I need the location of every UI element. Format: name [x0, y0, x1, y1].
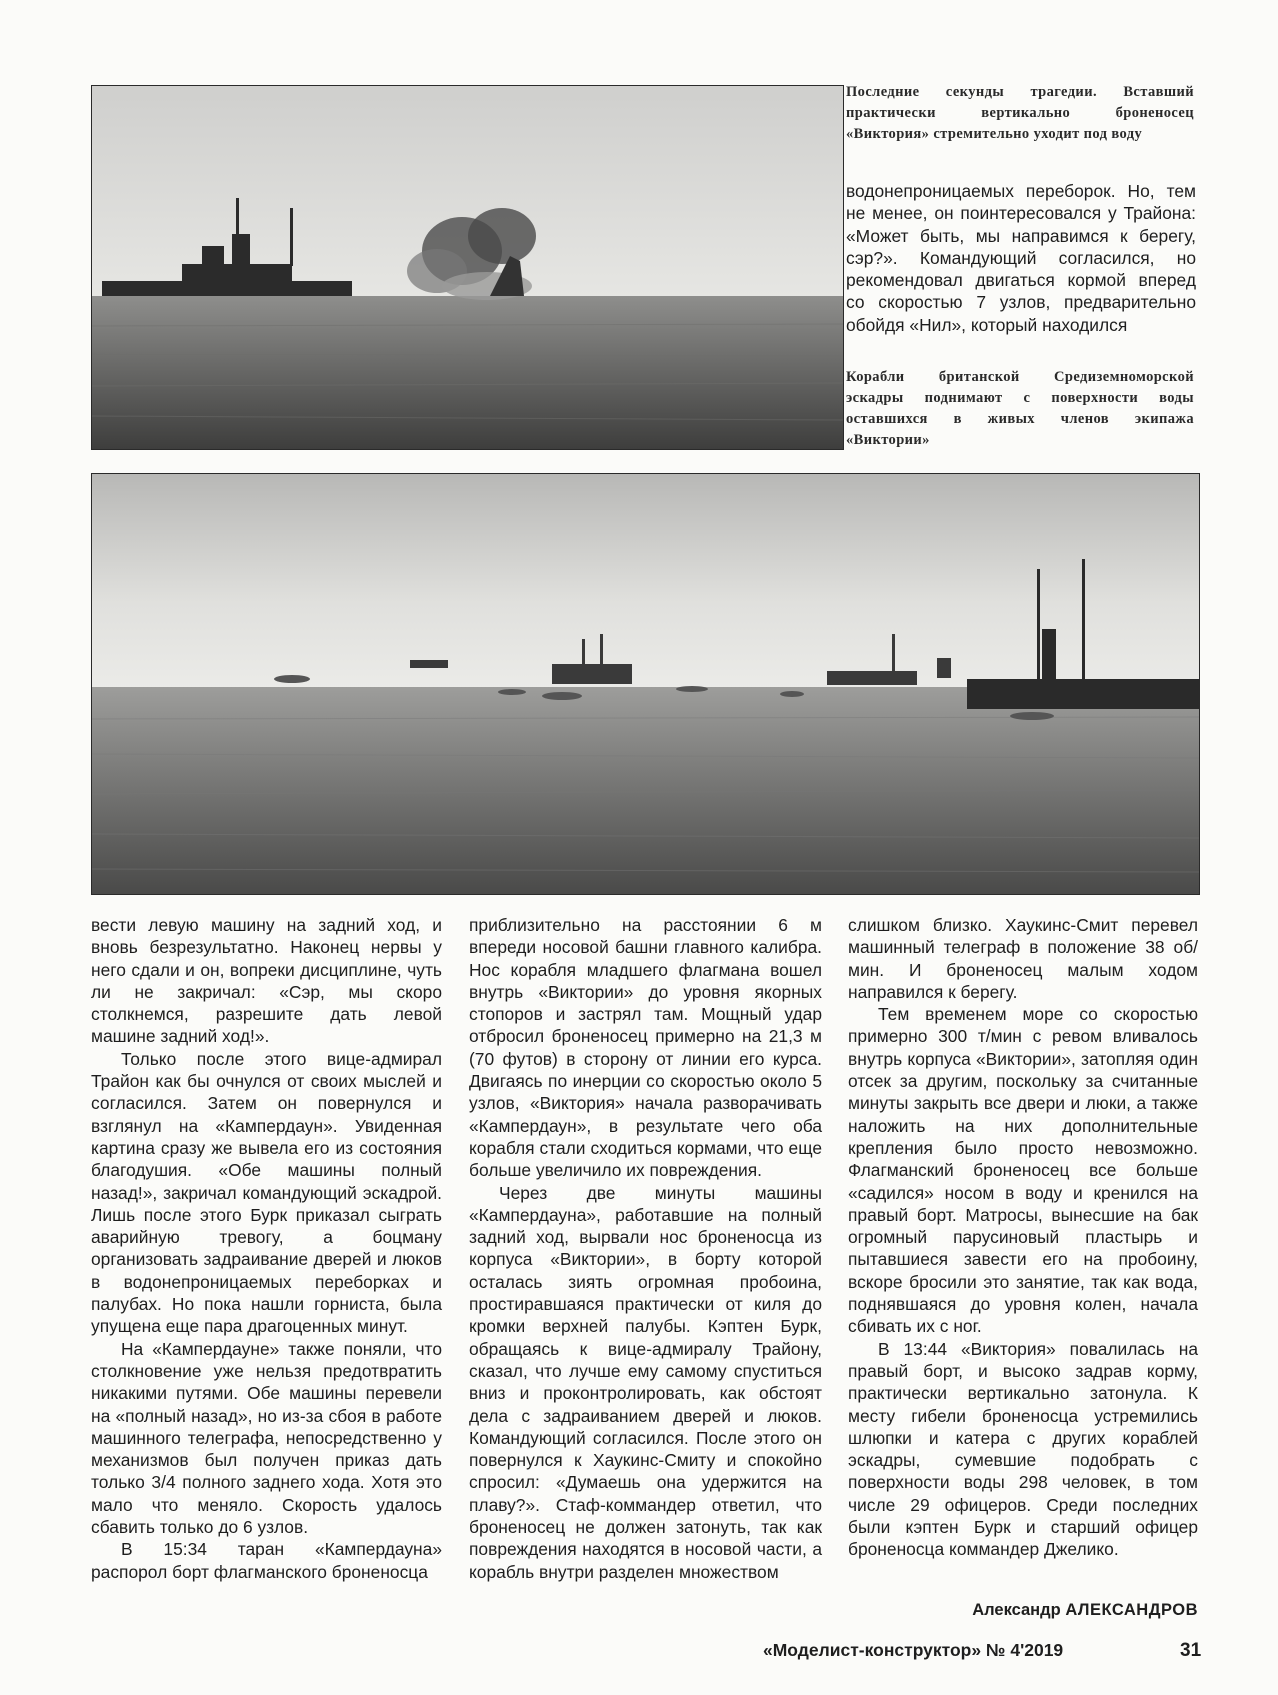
journal-title: «Моделист-конструктор» № 4'2019	[763, 1640, 1064, 1660]
paragraph: В 13:44 «Виктория» повалилась на правый борт, и высоко задрав корму, практически вертикально затонула. К месту гибели броненосца устремились шлюпки и катера с других кораблей эскадры, сумевшие подобрать с поверхности воды 298 человек, в том числе 29 офицеров. Среди последних были кэптен Бурк и старший офицер броненосца коммандер Джелико.	[848, 1338, 1198, 1560]
photo-rescue-fleet	[91, 473, 1200, 895]
paragraph: Тем временем море со скоростью примерно 300 т/мин с ревом вливалось внутрь корпуса «Виктории», затопляя один отсек за другим, поскольку за считанные минуты закрыть все двери и люки, а также наложить на них дополнительные крепления было просто невозможно. Флагманский броненосец все больше «садился» носом в воду и кренился на правый борт. Матросы, вынесшие на бак огромный парусиновый пластырь и пытавшиеся завести его на пробоину, вскоре бросили это занятие, так как вода, поднявшаяся до уровня колен, начала сбивать их с ног.	[848, 1004, 1198, 1337]
text-column-1	[91, 914, 442, 1583]
page-number: 31	[1180, 1640, 1202, 1661]
text-column-3	[848, 914, 1198, 1561]
author-first-name: Александр	[972, 1601, 1061, 1619]
paragraph: приблизительно на расстоянии 6 м впереди носовой башни главного калибра. Нос корабля младшего флагмана вошел внутрь «Виктории» до уровня якорных стопоров и застрял там. Мощный удар отбросил броненосец примерно на 21,3 м (70 футов) в сторону от линии его курса. Двигаясь по инерции со скоростью около 5 узлов, «Виктория» начала разворачивать «Кампердаун», в результате чего оба корабля стали сходиться кормами, что еще больше увеличило их повреждения.	[469, 915, 822, 1181]
paragraph: водонепроницаемых переборок. Но, тем не менее, он поинтересовался у Трайона: «Может быть, мы направимся к берегу, сэр?». Командующий согласился, но рекомендовал двигаться кормой вперед со скоростью 7 узлов, предварительно обойдя «Нил», который находился	[846, 181, 1196, 335]
author-surname: АЛЕКСАНДРОВ	[1065, 1601, 1198, 1619]
caption-sinking: Последние секунды трагедии. Вставший практически вертикально броненосец «Виктория» стремительно уходит под воду	[846, 84, 1194, 142]
text-column-top	[846, 180, 1196, 336]
paragraph: В 15:34 таран «Кампердауна» распорол борт флагманского броненосца	[91, 1539, 442, 1582]
photo-sinking-battleship	[91, 85, 844, 450]
caption-rescue: Корабли британской Средиземноморской эскадры поднимают с поверхности воды оставшихся в живых членов экипажа «Виктории»	[846, 369, 1194, 448]
paragraph: Через две минуты машины «Кампердауна», работавшие на полный задний ход, вырвали нос броненосца из корпуса «Виктории», в борту которой осталась зиять огромная пробоина, простиравшаяся практически от киля до кромки верхней палубы. Кэптен Бурк, обращаясь к вице-адмиралу Трайону, сказал, что лучше ему самому спуститься вниз и проконтролировать, как обстоят дела с задраиванием дверей и люков. Командующий согласился. После этого он повернулся к Хаукинс-Смиту и спокойно спросил: «Думаешь она удержится на плаву?». Стаф-коммандер ответил, что броненосец не должен затонуть, так как повреждения находятся в носовой части, а корабль внутри разделен множеством	[469, 1182, 822, 1582]
photo-sinking-battleship-image	[92, 86, 843, 449]
paragraph: На «Кампердауне» также поняли, что столкновение уже нельзя предотвратить никакими путями. Обе машины перевели на «полный назад», но из-за сбоя в работе машинного телеграфа, непосредственно у механизмов был получен приказ дать только 3/4 полного заднего хода. Хотя это мало что меняло. Скорость удалось сбавить только до 6 узлов.	[91, 1338, 442, 1538]
author-byline	[972, 1601, 1198, 1620]
paragraph: вести левую машину на задний ход, и вновь безрезультатно. Наконец нервы у него сдали и он, вопреки дисциплине, чуть ли не закричал: «Сэр, мы скоро столкнемся, разрешите дать левой машине задний ход!».	[91, 915, 442, 1047]
photo-rescue-fleet-image	[92, 474, 1199, 894]
text-column-2	[469, 914, 822, 1583]
paragraph: слишком близко. Хаукинс-Смит перевел машинный телеграф в положение 38 об/мин. И броненосец малым ходом направился к берегу.	[848, 915, 1198, 1002]
paragraph: Только после этого вице-адмирал Трайон как бы очнулся от своих мыслей и согласился. Затем он повернулся и взглянул на «Кампердаун». Увиденная картина сразу же вывела его из состояния благодушия. «Обе машины полный назад!», закричал командующий эскадрой. Лишь после этого Бурк приказал сыграть аварийную тревогу, а боцману организовать задраивание дверей и люков в водонепроницаемых переборках и палубах. Но пока нашли горниста, была упущена еще пара драгоценных минут.	[91, 1048, 442, 1337]
